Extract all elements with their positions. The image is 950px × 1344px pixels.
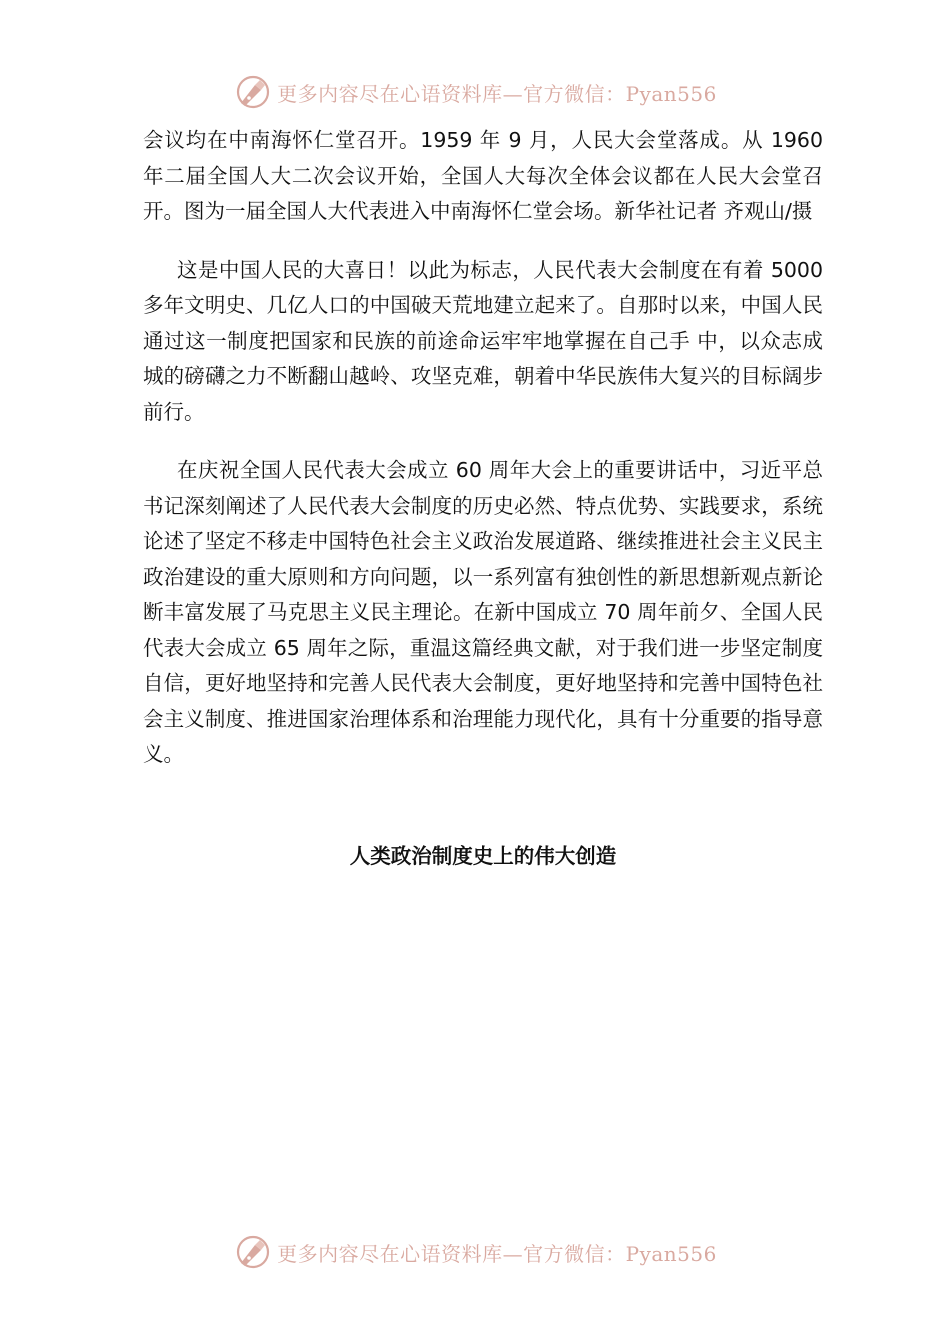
pen-nib-logo-icon — [233, 1232, 273, 1272]
paragraph-caption-continuation: 会议均在中南海怀仁堂召开。1959 年 9 月，人民大会堂落成。从 1960 年二届全国人大二次会议开始，全国人大每次全体会议都在人民大会堂召开。图为一届全国人大代表进入中南海怀仁堂会场。新华社记者 齐观山/摄 — [143, 128, 823, 223]
watermark-text: 更多内容尽在心语资料库—官方微信：Pyan556 — [277, 81, 717, 106]
pen-nib-logo-icon — [233, 72, 273, 112]
watermark-text: 更多内容尽在心语资料库—官方微信：Pyan556 — [277, 1241, 717, 1266]
document-body — [143, 123, 823, 773]
paragraph-speech-summary: 在庆祝全国人民代表大会成立 60 周年大会上的重要讲话中，习近平总书记深刻阐述了人民代表大会制度的历史必然、特点优势、实践要求，系统论述了坚定不移走中国特色社会主义政治发展道路、继续推进社会主义民主政治建设的重大原则和方向问题，以一系列富有独创性的新思想新观点新论断丰富发展了马克思主义民主理论。在新中国成立 70 周年前夕、全国人民代表大会成立 65 周年之际，重温这篇经典文献，对于我们进一步坚定制度自信，更好地坚持和完善人民代表大会制度，更好地坚持和完善中国特色社会主义制度、推进国家治理体系和治理能力现代化，具有十分重要的指导意义。 — [143, 458, 823, 766]
watermark-header — [0, 70, 950, 114]
paragraph-great-day: 这是中国人民的大喜日！以此为标志，人民代表大会制度在有着 5000 多年文明史、几亿人口的中国破天荒地建立起来了。自那时以来，中国人民通过这一制度把国家和民族的前途命运牢牢地掌握在自己手 中，以众志成城的磅礴之力不断翻山越岭、攻坚克难，朝着中华民族伟大复兴的目标阔步前行。 — [143, 257, 823, 424]
section-heading: 人类政治制度史上的伟大创造 — [349, 844, 617, 868]
watermark-footer — [0, 1230, 950, 1274]
